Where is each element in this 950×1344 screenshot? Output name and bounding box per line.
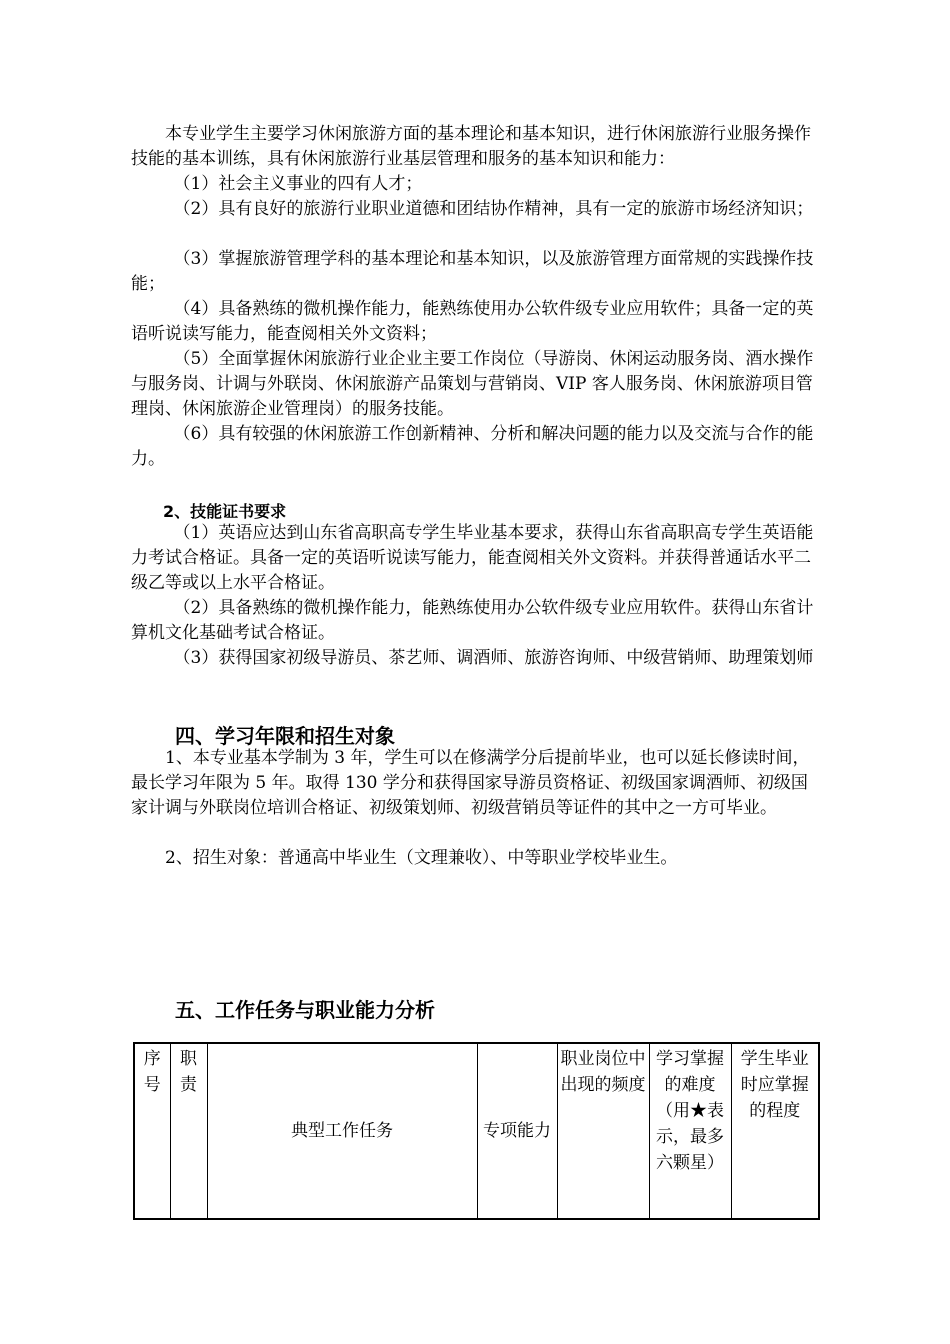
intro-paragraph: 本专业学生主要学习休闲旅游方面的基本理论和基本知识，进行休闲旅游行业服务操作技能的基本训练，具有休闲旅游行业基层管理和服务的基本知识和能力：: [131, 124, 811, 169]
cert-item-3: （3）获得国家初级导游员、茶艺师、调酒师、旅游咨询师、中级营销师、助理策划师: [173, 648, 814, 668]
table-header-row: [134, 1043, 819, 1219]
ability-item-3: （3）掌握旅游管理学科的基本理论和基本知识，以及旅游管理方面常规的实践操作技能；: [131, 249, 814, 294]
cert-item-2: （2）具备熟练的微机操作能力，能熟练使用办公软件级专业应用软件。获得山东省计算机文化基础考试合格证。: [131, 598, 814, 643]
section4-item-1: 1、本专业基本学制为 3 年，学生可以在修满学分后提前毕业，也可以延长修读时间，最长学习年限为 5 年。取得 130 学分和获得国家导游员资格证、初级国家调酒师、初级国家计调与外联岗位培训合格证、初级策划师、初级营销员等证件的其中之一方可毕业。: [131, 748, 810, 818]
ability-item-5: （5）全面掌握休闲旅游行业企业主要工作岗位（导游岗、休闲运动服务岗、酒水操作与服务岗、计调与外联岗、休闲旅游产品策划与营销岗、VIP 客人服务岗、休闲旅游项目管理岗、休闲旅游企业管理岗）的服务技能。: [131, 349, 814, 419]
section5-heading: 五、工作任务与职业能力分析: [175, 998, 435, 1022]
header-difficulty: 学习掌握的难度（用★表示，最多六颗星）: [649, 1043, 731, 1219]
ability-item-2: （2）具有良好的旅游行业职业道德和团结协作精神，具有一定的旅游市场经济知识；: [173, 199, 814, 219]
cert-heading: 2、技能证书要求: [163, 502, 287, 521]
header-seq: 序号: [134, 1043, 170, 1219]
section4-heading: 四、学习年限和招生对象: [175, 724, 395, 748]
header-mastery: 学生毕业时应掌握的程度: [731, 1043, 819, 1219]
header-frequency: 职业岗位中出现的频度: [557, 1043, 649, 1219]
ability-item-4: （4）具备熟练的微机操作能力，能熟练使用办公软件级专业应用软件；具备一定的英语听说读写能力，能查阅相关外文资料；: [131, 299, 814, 344]
ability-item-1: （1）社会主义事业的四有人才；: [173, 174, 423, 194]
cert-item-1: （1）英语应达到山东省高职高专学生毕业基本要求，获得山东省高职高专学生英语能力考试合格证。具备一定的英语听说读写能力，能查阅相关外文资料。并获得普通话水平二级乙等或以上水平合格证。: [131, 523, 814, 593]
header-ability: 专项能力: [477, 1043, 557, 1219]
section4-item-2: 2、招生对象：普通高中毕业生（文理兼收）、中等职业学校毕业生。: [165, 848, 678, 868]
task-analysis-table: [133, 1042, 820, 1220]
ability-item-6: （6）具有较强的休闲旅游工作创新精神、分析和解决问题的能力以及交流与合作的能力。: [131, 424, 814, 469]
header-duty: 职责: [170, 1043, 207, 1219]
header-task: 典型工作任务: [207, 1043, 477, 1219]
